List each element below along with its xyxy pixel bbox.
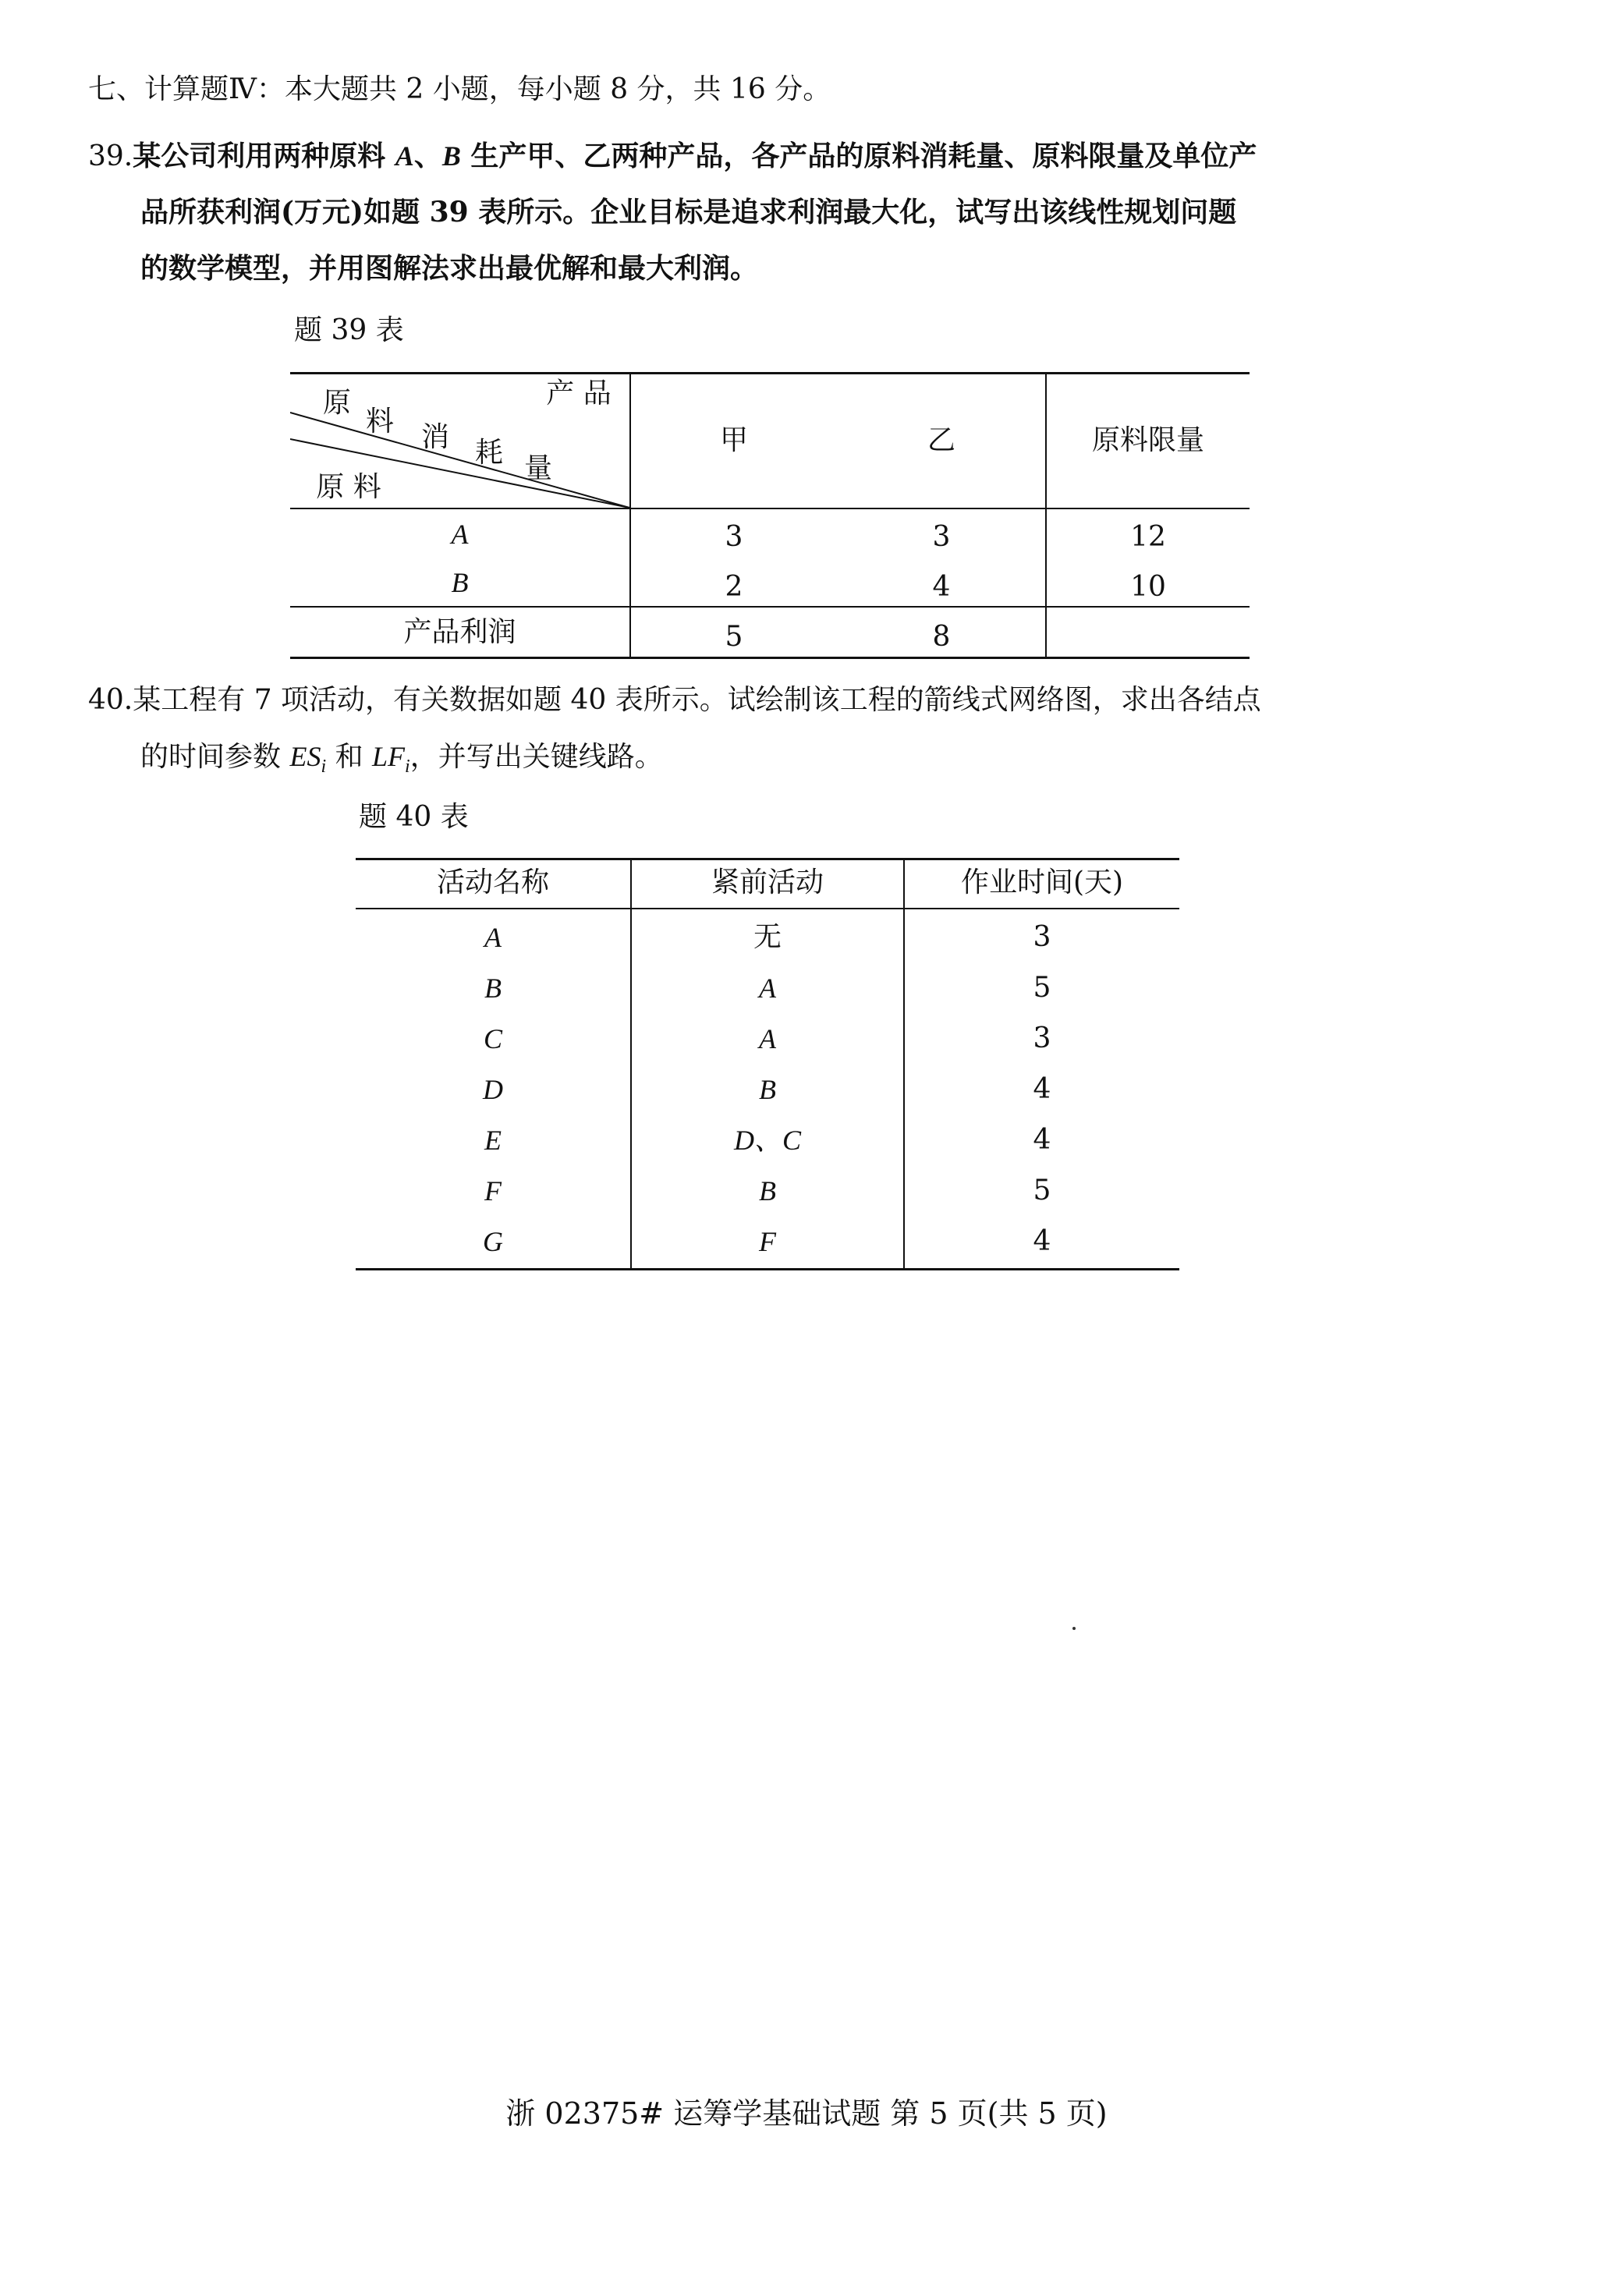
table39-row-b-c2: 4 (932, 571, 951, 603)
table40-cell-r5-c1: B (759, 1175, 776, 1206)
table39-row-b-c3: 10 (1130, 571, 1166, 603)
table39-col-jia: 甲 (719, 424, 748, 456)
table40-cell-r0-c2: 3 (1033, 921, 1051, 953)
table39-diag-xiao: 消 (420, 421, 449, 453)
table39-profit-c1: 5 (725, 621, 743, 653)
table40-caption: 题 40 表 (359, 801, 469, 833)
table39-col-yi: 乙 (927, 424, 955, 456)
page-footer: 浙 02375# 运筹学基础试题 第 5 页(共 5 页) (505, 2096, 1108, 2131)
table39-caption: 题 39 表 (294, 314, 404, 346)
table39-row-b-c1: 2 (725, 571, 743, 603)
table40-top-rule (356, 858, 1179, 860)
q39-line2: 品所获利润(万元)如题 39 表所示。企业目标是追求利润最大化，试写出该线性规划问题 (140, 196, 1237, 229)
table39-row-a-c3: 12 (1130, 521, 1166, 553)
stray-mark (1072, 1627, 1076, 1630)
table39-row-b-label: B (451, 567, 469, 598)
table40-cell-r1-c2: 5 (1033, 972, 1051, 1004)
table40-cell-r5-c0: F (484, 1175, 502, 1206)
table40-cell-r1-c1: A (759, 973, 776, 1004)
table40-cell-r3-c1: B (759, 1074, 776, 1105)
table39-diag-material: 原 料 (316, 471, 381, 503)
q39-line3: 的数学模型，并用图解法求出最优解和最大利润。 (140, 252, 759, 285)
table40-cell-r3-c0: D (483, 1074, 503, 1105)
table40-cell-r6-c1: F (759, 1226, 776, 1257)
table39-diag-raw: 原 (322, 387, 351, 419)
table40-cell-r2-c1: A (759, 1023, 776, 1054)
table40-cell-r4-c2: 4 (1033, 1124, 1051, 1156)
q40-line2: 的时间参数 $ES_i$ 和 $LF_i$，并写出关键线路。 (140, 741, 663, 778)
table40-cell-r2-c2: 3 (1033, 1022, 1051, 1054)
table39-diag-hao: 耗 (474, 437, 503, 469)
q40-line1: 40.某工程有 7 项活动，有关数据如题 40 表所示。试绘制该工程的箭线式网络图，求出各结点 (88, 684, 1261, 716)
table39-diag-product: 产 品 (546, 377, 612, 409)
table40-cell-r0-c1: 无 (753, 921, 782, 953)
table39-col-limit: 原料限量 (1091, 424, 1204, 456)
table40-header-name: 活动名称 (436, 866, 549, 898)
table39-profit-c2: 8 (932, 621, 951, 653)
table40-cell-r3-c2: 4 (1033, 1073, 1051, 1105)
table39-diag-liang: 量 (523, 452, 552, 484)
table39-profit-label: 产品利润 (403, 616, 516, 648)
table39-bottom-rule (290, 657, 1250, 659)
table39-row-a-label: A (451, 519, 469, 550)
table40-header-pred: 紧前活动 (711, 866, 824, 898)
table40-header-rule (356, 908, 1179, 909)
section-heading: 七、计算题Ⅳ：本大题共 2 小题，每小题 8 分，共 16 分。 (88, 73, 831, 105)
q39-line1: 39.某公司利用两种原料 A、B 生产甲、乙两种产品，各产品的原料消耗量、原料限量及单位产 (88, 140, 1257, 172)
q40-number: 40. (88, 684, 133, 716)
table40-cell-r4-c1: D、C (733, 1125, 801, 1156)
table40-cell-r0-c0: A (484, 922, 502, 953)
table39-row-a-c1: 3 (725, 521, 743, 553)
table39-profit-rule (290, 606, 1250, 608)
table40-bottom-rule (356, 1268, 1179, 1270)
table40-cell-r2-c0: C (483, 1023, 502, 1054)
table40-cell-r1-c0: B (484, 973, 502, 1004)
table40-cell-r6-c0: G (483, 1226, 503, 1257)
table39-vline-2 (1045, 372, 1047, 659)
table40-cell-r5-c2: 5 (1033, 1175, 1051, 1206)
table40-cell-r4-c0: E (484, 1125, 502, 1156)
table39-row-a-c2: 3 (932, 521, 951, 553)
q39-number: 39. (88, 140, 133, 172)
table40-cell-r6-c2: 4 (1033, 1225, 1051, 1257)
table40-header-time: 作业时间(天) (960, 866, 1124, 898)
table39-diag-liao: 料 (365, 406, 394, 438)
